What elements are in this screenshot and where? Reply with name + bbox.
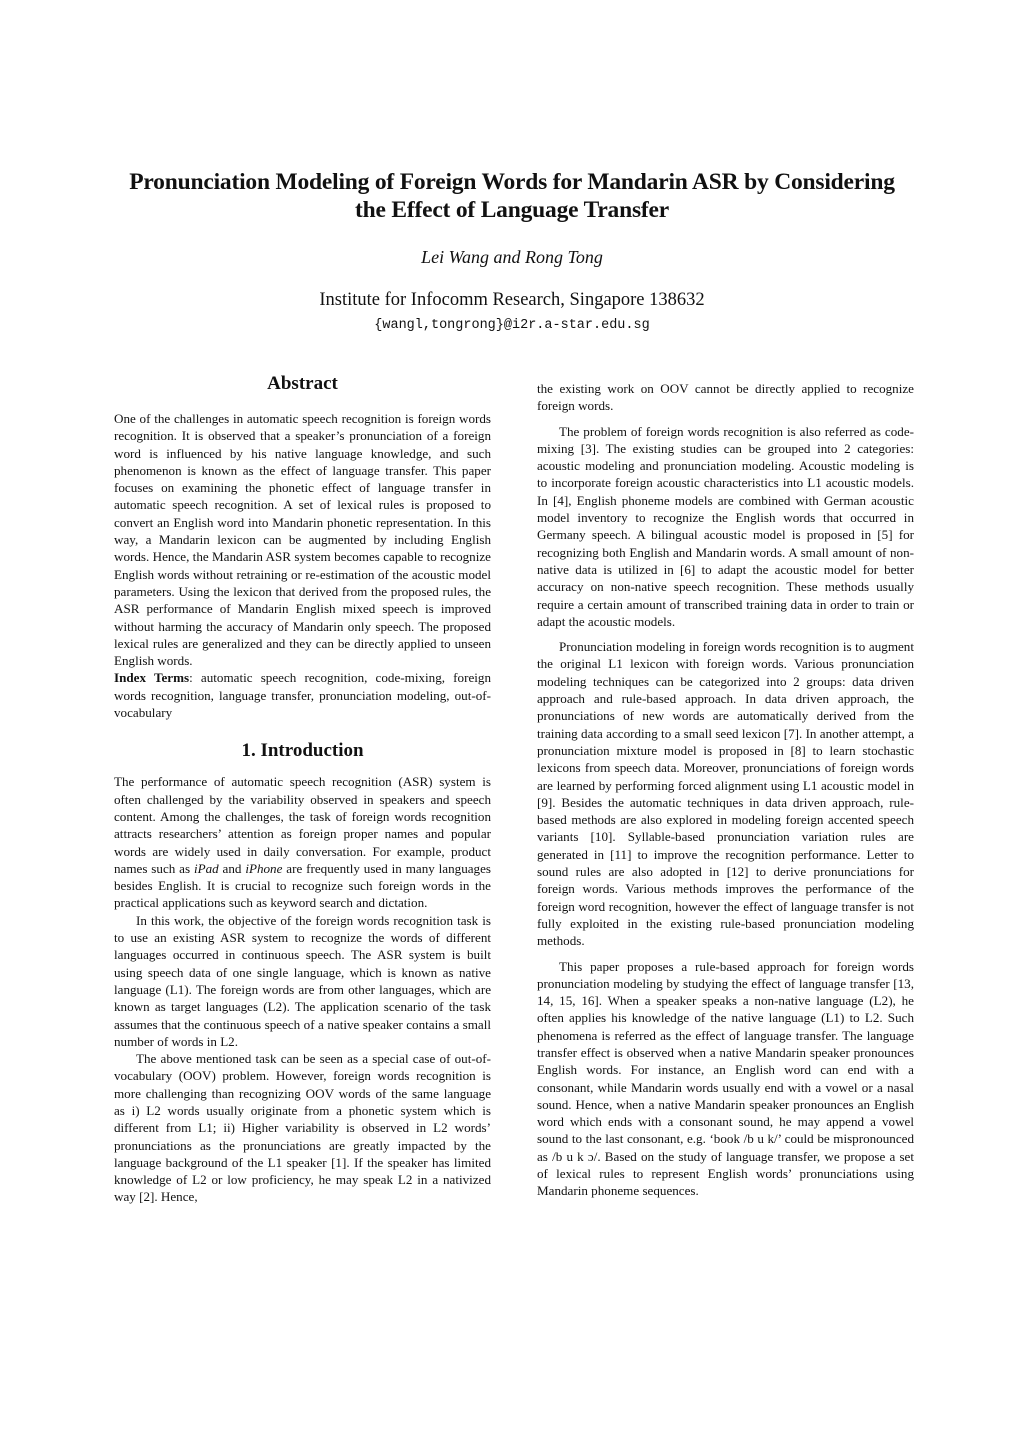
intro-p1-iphone: iPhone — [245, 860, 283, 876]
index-terms — [114, 669, 491, 721]
intro-p1-text-b: and — [218, 860, 246, 876]
title-line-2: the Effect of Language Transfer — [354, 197, 670, 223]
author-email: {wangl,tongrong}@i2r.a-star.edu.sg — [374, 318, 650, 333]
title-line-1: Pronunciation Modeling of Foreign Words for Mandarin ASR by Considering — [129, 169, 895, 195]
introduction-heading: 1. Introduction — [241, 740, 364, 762]
abstract-heading: Abstract — [267, 373, 338, 394]
right-column — [537, 380, 914, 1200]
right-paragraph-2: Pronunciation modeling in foreign words recognition is to augment the original L1 lexicon with foreign words. Various pronunciation modeling techniques can be categorized into 2 groups: data driven approach and rule-based approach. In data driven approach, the pronunciations of new words are automatically derived from the training data according to a small seed lexicon [7]. In another attempt, a pronunciation mixture model is proposed in [8] to learn stochastic lexicons from speech data. Moreover, pronunciations of foreign words are learned by performing forced alignment using L1 acoustic model in [9]. Besides the automatic techniques in data driven approach, rule-based methods are also explored in modeling foreign accented speech variants [10]. Syllable-based pronunciation variation rules are generated in [11] to improve the recognition performance. Letter to sound rules are also adopted in [12] to derive pronunciations for foreign words. Various methods improves the performance of the foreign word recognition, however the effect of language transfer is not fully exploited in the existing rule-based pronunciation modeling methods. — [537, 639, 914, 949]
intro-paragraph-3: The above mentioned task can be seen as a special case of out-of-vocabulary (OOV) problem. However, foreign words recognition is more challenging than recognizing OOV words of the same language as i) L2 words usually originate from a phonetic system which is different from L1; ii) Higher variability is observed in L2 words’ pronunciations as the pronunciations are greatly impacted by the language background of the L1 speaker [1]. If the speaker has limited knowledge of L2 or low proficiency, he may speak L2 in a nativized way [2]. Hence, — [114, 1051, 491, 1205]
authors: Lei Wang and Rong Tong — [421, 247, 603, 267]
right-paragraph-0: the existing work on OOV cannot be directly applied to recognize foreign words. — [537, 381, 914, 414]
intro-p1-ipad: iPad — [193, 860, 219, 876]
right-paragraph-3: This paper proposes a rule-based approach for foreign words pronunciation modeling by studying the effect of language transfer [13, 14, 15, 16]. When a speaker speaks a non-native language (L2), he often applies his knowledge of the native language (L1) to L2. Such phenomena is referred as the effect of language transfer. The language transfer effect is observed when a native Mandarin speaker pronounces English words. For instance, an English word can end with a consonant, while Mandarin words usually end with a vowel or a nasal sound. Hence, when a native Mandarin speaker pronounces an English word which ends with a consonant sound, he may append a vowel sound to the last consonant, e.g. ‘book /b u k/’ could be mispronounced as /b u k ɔ/. Based on the study of language transfer, we propose a set of lexical rules to represent English words’ pronunciations using Mandarin phoneme sequences. — [537, 958, 914, 1199]
affiliation: Institute for Infocomm Research, Singapore 138632 — [319, 290, 705, 310]
right-paragraph-1: The problem of foreign words recognition is also referred as code-mixing [3]. The existing studies can be grouped into 2 categories: acoustic modeling and pronunciation modeling. Acoustic modeling is to incorporate foreign acoustic characteristics into L1 acoustic models. In [4], English phoneme models are combined with German acoustic model inventory to recognize the English words that occurred in Germany speech. A bilingual acoustic model is proposed in [5] for recognizing both English and Mandarin words. A small amount of non-native data is utilized in [6] to adapt the acoustic model for better accuracy on non-native speech recognition. These methods usually require a certain amount of transcribed training data in order to train or adapt the acoustic models. — [537, 423, 914, 629]
intro-paragraph-1 — [114, 773, 491, 911]
left-column — [114, 372, 491, 1206]
intro-p1-text-a: The performance of automatic speech recognition (ASR) system is often challenged by the variability observed in speakers and speech content. Among the challenges, the task of foreign words recognition attracts researchers’ attention as foreign proper names and popular words are widely used in daily conversation. For example, product names such as — [114, 774, 491, 876]
intro-p1-text-c: are frequently used in many languages besides English. It is crucial to recognize such foreign words in the practical applications such as keyword search and dictation. — [114, 860, 492, 911]
paper-title — [60, 168, 964, 224]
index-terms-label: Index Terms — [114, 670, 190, 686]
intro-paragraph-2: In this work, the objective of the foreign words recognition task is to use an existing ASR system to recognize the words of different languages occurred in continuous speech. The ASR system is built using speech data of one single language, which is known as native language (L1). The foreign words are from other languages, which are known as target languages (L2). The application scenario of the task assumes that the continuous speech of a native speaker contains a small number of words in L2. — [114, 912, 491, 1049]
index-terms-text: : automatic speech recognition, code-mixing, foreign words recognition, language transfer, pronunciation modeling, out-of-vocabulary — [114, 670, 491, 721]
abstract-text: One of the challenges in automatic speech recognition is foreign words recognition. It is observed that a speaker’s pronunciation of a foreign word is influenced by his native language knowledge, and such phenomenon is known as the effect of language transfer. This paper focuses on examining the phonetic effect of language transfer in automatic speech recognition. A set of lexical rules is proposed to convert an English word into Mandarin phonetic representation. In this way, a Mandarin lexicon can be augmented by including English words. Hence, the Mandarin ASR system becomes capable to recognize English words without retraining or re-estimation of the acoustic model parameters. Using the lexicon that derived from the proposed rules, the ASR performance of Mandarin English mixed speech is improved without harming the accuracy of Mandarin only speech. The proposed lexical rules are generalized and they can be directly applied to unseen English words. — [114, 411, 491, 669]
